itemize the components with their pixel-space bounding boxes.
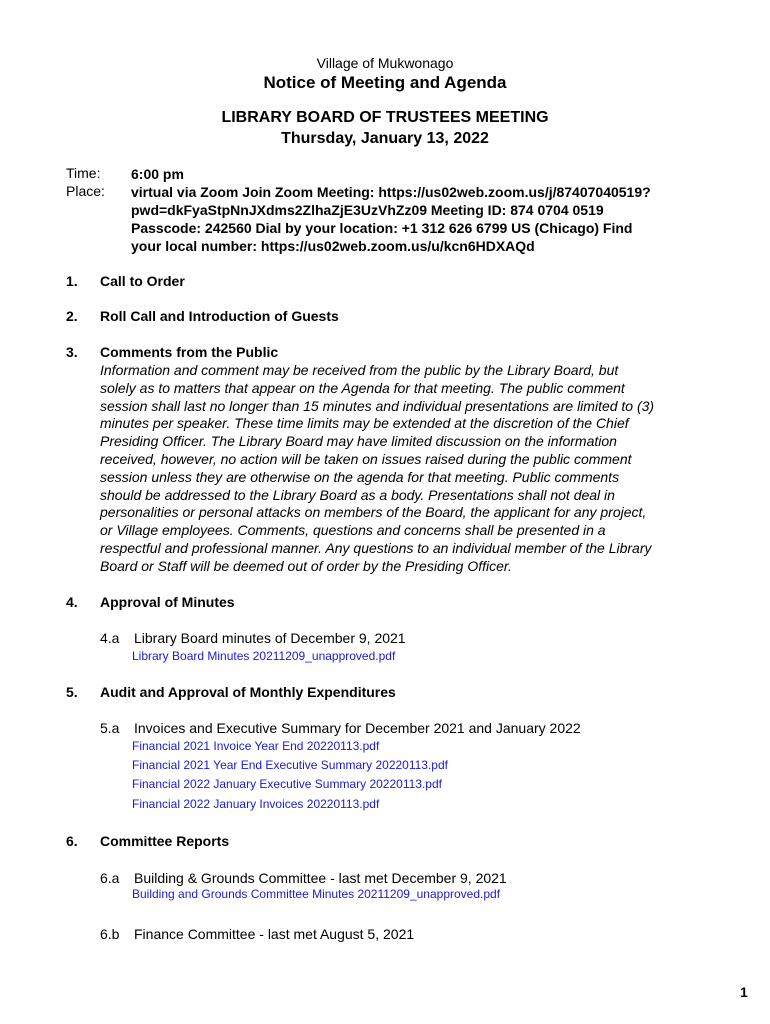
time-value: 6:00 pm [131,166,184,182]
pdf-link-year-end-executive-summary[interactable]: Financial 2021 Year End Executive Summary 20220113.pdf [132,758,448,772]
notice-heading: Notice of Meeting and Agenda [263,73,507,92]
place-value [131,183,731,255]
place-line: your local number: https://us02web.zoom.us/u/kcn6HDXAQd [131,238,535,254]
item-title-public-comments: Comments from the Public [100,344,279,360]
paragraph-line: personalities or personal attacks on members of the Board, the applicant for any project, [100,504,647,521]
paragraph-line: session shall last no longer than 15 minutes and individual presentations are limited to (3) [100,397,655,414]
paragraph-line: solely as to matters that appear on the Agenda for that meeting. The public comment [100,379,625,396]
sub-item-text: Building & Grounds Committee - last met December 9, 2021 [134,870,507,886]
public-comment-paragraph [100,362,710,576]
item-title-committee-reports: Committee Reports [100,833,230,849]
paragraph-line: Board or Staff will be deemed out of order by the Presiding Officer. [100,557,512,574]
page-number: 1 [740,984,748,1000]
pdf-link-building-grounds-minutes[interactable]: Building and Grounds Committee Minutes 20211209_unapproved.pdf [132,887,501,901]
item-number: 1. [66,273,78,289]
paragraph-line: should be addressed to the Library Board as a body. Presentations shall not deal in [100,486,615,503]
item-number: 3. [66,344,78,360]
sub-item-text: Library Board minutes of December 9, 2021 [134,630,406,646]
place-line: pwd=dkFyaStpNnJXdms2ZlhaZjE3UzVhZz09 Meeting ID: 874 0704 0519 [131,202,604,218]
place-line: Passcode: 242560 Dial by your location: +1 312 626 6799 US (Chicago) Find [131,220,633,236]
pdf-link-january-executive-summary[interactable]: Financial 2022 January Executive Summary 20220113.pdf [132,777,442,791]
pdf-link-library-board-minutes[interactable]: Library Board Minutes 20211209_unapproved.pdf [132,649,396,663]
sub-item-text: Finance Committee - last met August 5, 2021 [134,926,415,942]
item-title-approval-of-minutes: Approval of Minutes [100,594,235,610]
item-title-audit-expenditures: Audit and Approval of Monthly Expenditures [100,684,396,700]
sub-item [100,630,406,646]
paragraph-line: Presiding Officer. The Library Board may have limited discussion on the information [100,433,617,450]
item-number: 5. [66,684,78,700]
meeting-date: Thursday, January 13, 2022 [281,130,489,147]
item-number: 2. [66,308,78,324]
pdf-link-january-invoices[interactable]: Financial 2022 January Invoices 20220113.pdf [132,797,380,811]
board-title: LIBRARY BOARD OF TRUSTEES MEETING [221,109,549,126]
paragraph-line: Information and comment may be received from the public by the Library Board, but [100,362,619,378]
place-line: virtual via Zoom Join Zoom Meeting: https://us02web.zoom.us/j/87407040519? [131,184,651,200]
item-number: 6. [66,833,78,849]
place-label: Place: [66,183,105,199]
pdf-link-invoice-year-end[interactable]: Financial 2021 Invoice Year End 20220113.pdf [132,739,380,753]
sub-item-text: Invoices and Executive Summary for December 2021 and January 2022 [134,720,581,736]
item-title-roll-call: Roll Call and Introduction of Guests [100,308,339,324]
paragraph-line: respectful and professional manner. Any questions to an individual member of the Library [100,539,652,556]
paragraph-line: or Village employees. Comments, questions and concerns shall be presented in a [100,522,606,539]
sub-item-letter: 6.a [100,870,120,886]
village-name: Village of Mukwonago [316,55,454,71]
sub-item-letter: 4.a [100,630,120,646]
sub-item [100,720,581,736]
item-number: 4. [66,594,78,610]
paragraph-line: received, however, no action will be taken on issues raised during the public comment [100,450,632,467]
item-title-call-to-order: Call to Order [100,273,185,289]
sub-item-letter: 5.a [100,720,120,736]
sub-item [100,870,507,886]
sub-item-letter: 6.b [100,926,120,942]
paragraph-line: session unless they are otherwise on the agenda for that meeting. Public comments [100,468,620,485]
time-label: Time: [66,165,101,181]
sub-item [100,926,414,942]
paragraph-line: minutes per speaker. These time limits may be extended at the discretion of the Chief [100,415,629,432]
